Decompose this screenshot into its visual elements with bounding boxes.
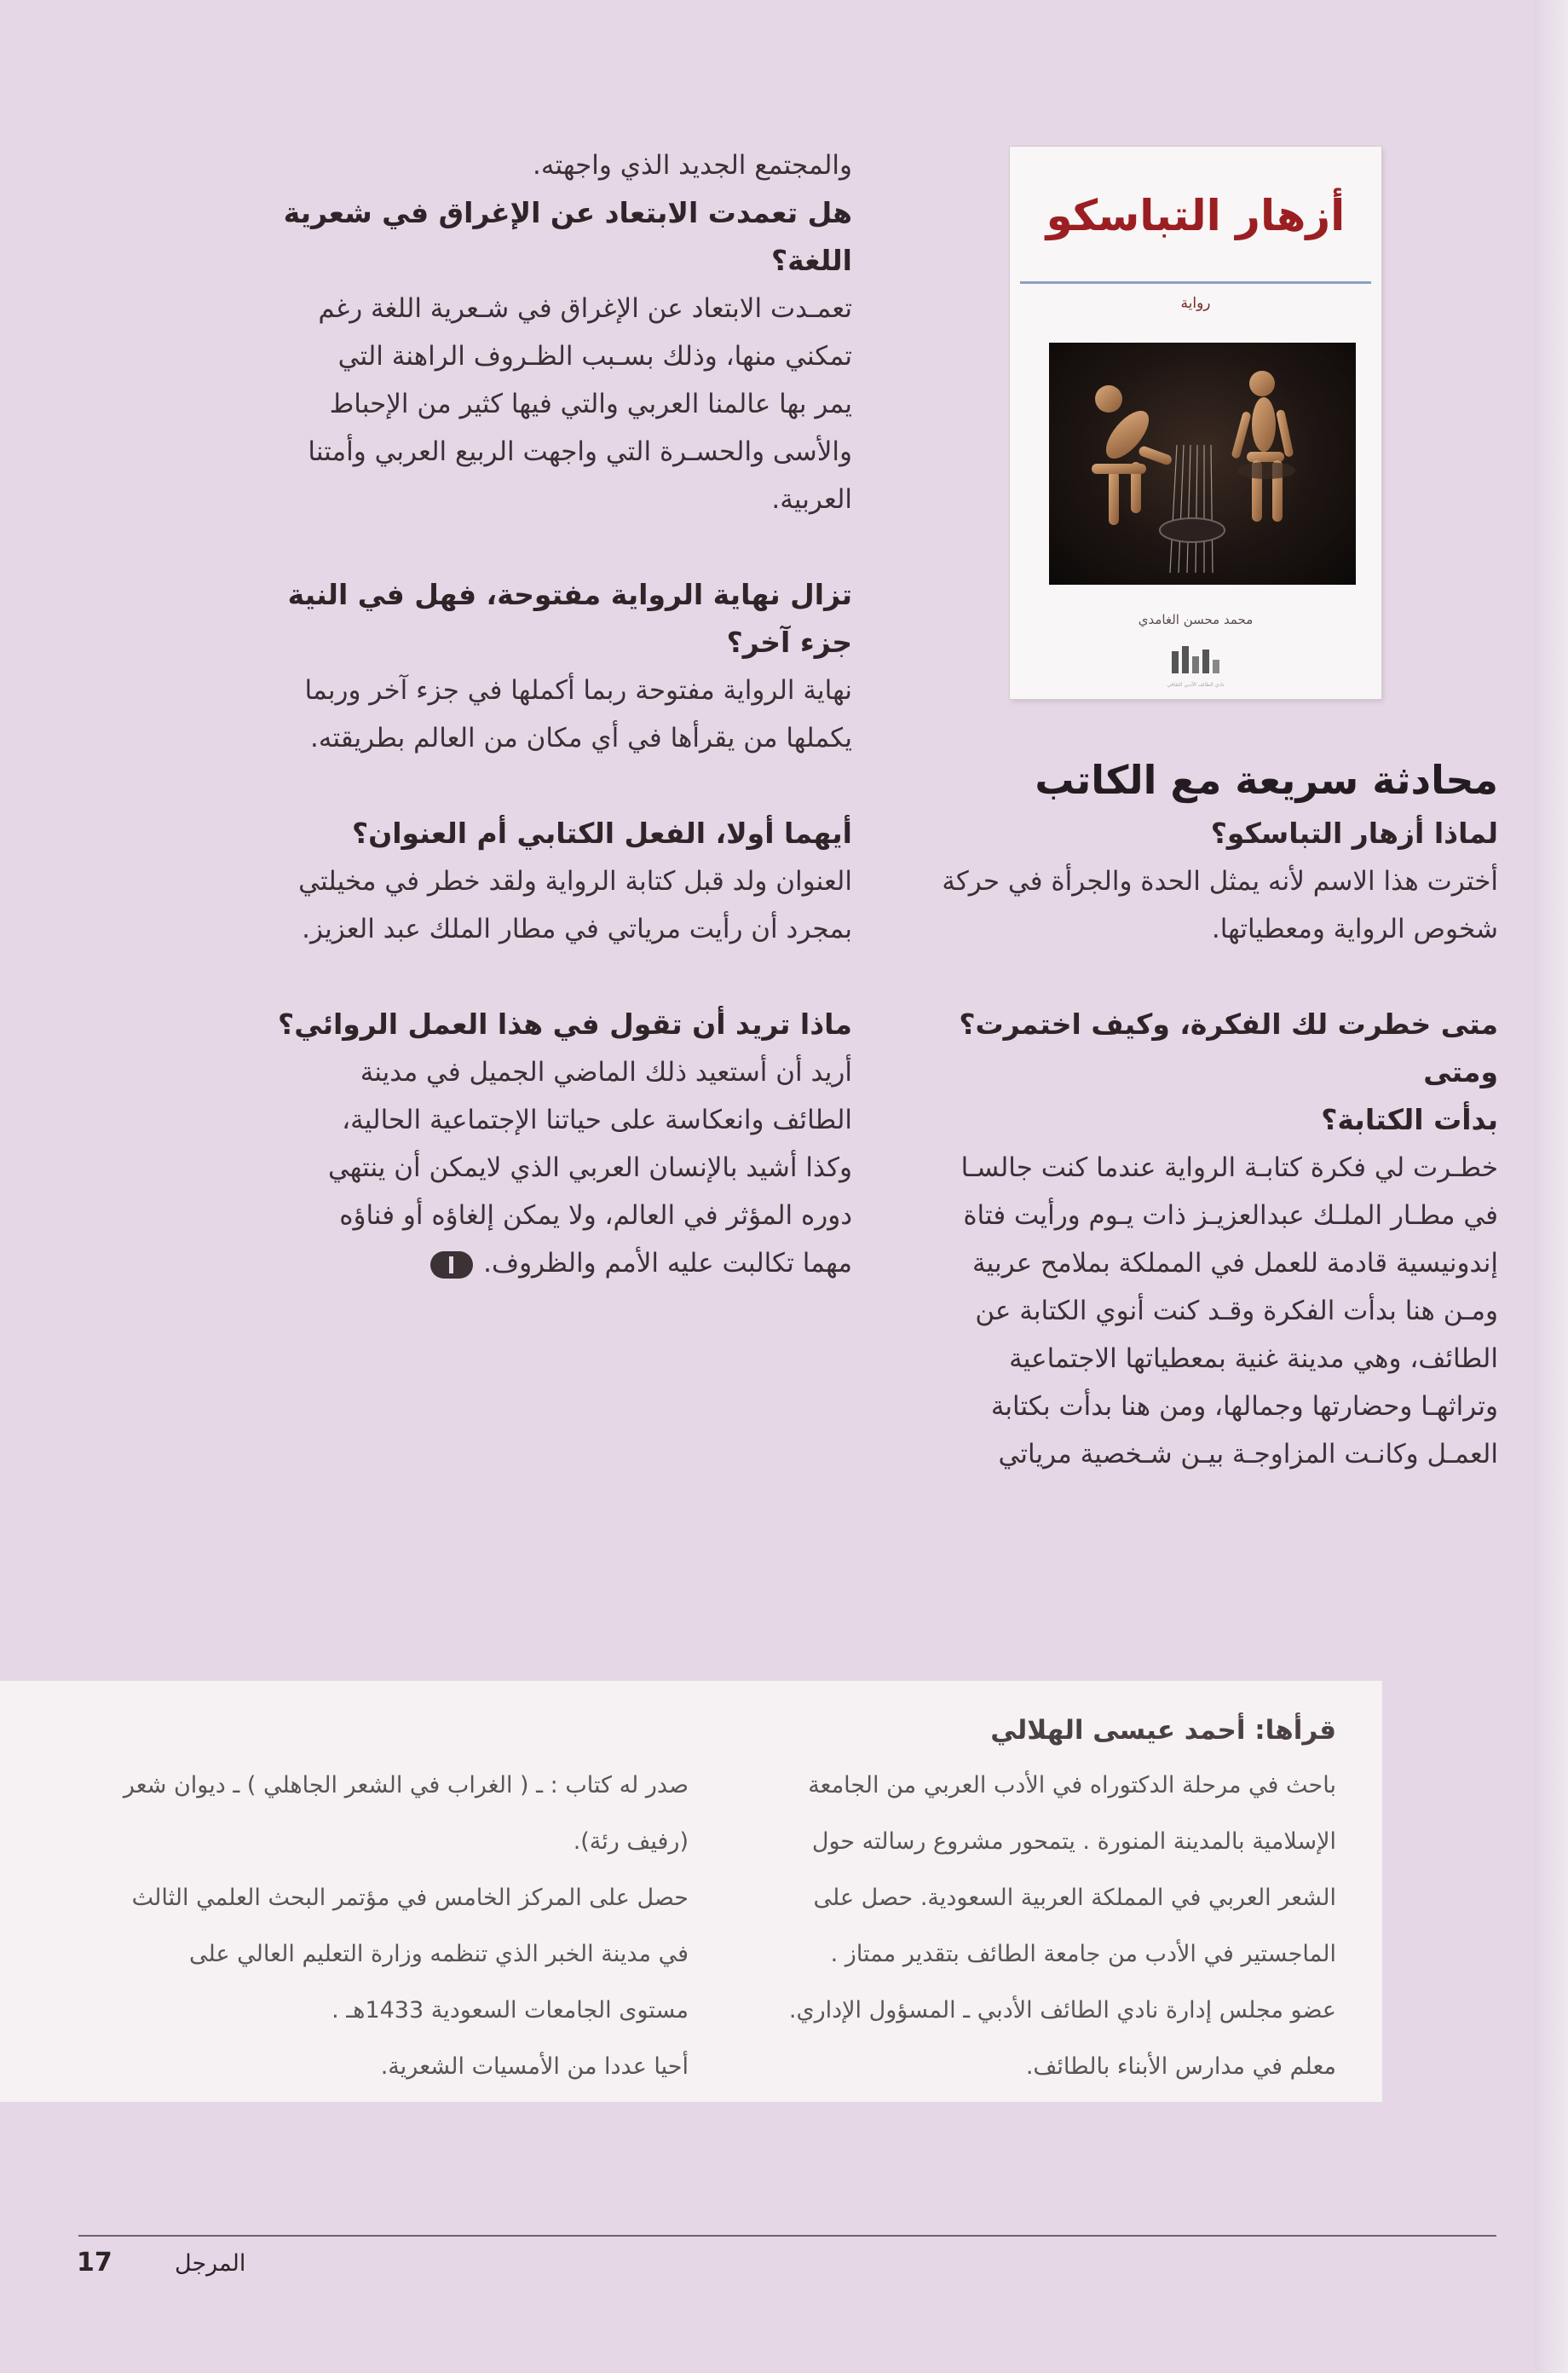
question-line: [886, 1096, 1498, 1144]
text-line: ماذا تريد أن تقول في هذا العمل الروائي؟: [278, 1008, 852, 1041]
wooden-mannequins-illustration: [1049, 343, 1356, 585]
text-line: أخترت هذا الاسم لأنه يمثل الحدة والجرأة في حركة: [942, 866, 1498, 897]
paragraph-gap: [239, 762, 852, 810]
answer-line: [886, 1335, 1498, 1383]
bio-line: الشعر العربي في المملكة العربية السعودية. حصل على: [813, 1885, 1336, 1911]
right-column-body: [886, 810, 1498, 1478]
magazine-name: المرجل: [175, 2250, 246, 2277]
paragraph-gap: [239, 523, 852, 571]
text-line: مهما تكالبت عليه الأمم والظروف.: [483, 1248, 852, 1279]
question-line: [239, 1001, 852, 1048]
answer-line: [239, 332, 852, 380]
book-cover-title: أزهار التباسكو: [1046, 191, 1346, 240]
reviewer-bio-left: [89, 1758, 689, 2095]
answer-line: [239, 141, 852, 189]
bio-line: (رفيف رئة).: [573, 1828, 689, 1855]
question-line: [239, 571, 852, 667]
answer-line: [239, 285, 852, 332]
text-line: والمجتمع الجديد الذي واجهته.: [533, 150, 852, 181]
text-line: العمـل وكانـت المزاوجـة بيـن شـخصية مرياتي: [998, 1439, 1498, 1469]
question-line: [886, 1001, 1498, 1096]
text-line: أريد أن أستعيد ذلك الماضي الجميل في مدينة: [360, 1057, 852, 1088]
text-line: الطائف، وهي مدينة غنية بمعطياتها الاجتماعية: [1009, 1343, 1498, 1374]
answer-line: [239, 476, 852, 523]
question-line: [886, 810, 1498, 857]
answer-line: [239, 667, 852, 714]
reviewer-title: قرأها: أحمد عيسى الهلالي: [990, 1715, 1336, 1746]
answer-line: [239, 1096, 852, 1144]
question-line: [239, 810, 852, 857]
page-edge: [1534, 0, 1568, 2373]
section-title: محادثة سريعة مع الكاتب: [1035, 757, 1498, 803]
reviewer-bio-right-lines: [747, 1758, 1336, 2095]
text-line: وكذا أشيد بالإنسان العربي الذي لايمكن أن ينتهي: [327, 1152, 852, 1183]
text-line: العربية.: [771, 484, 852, 515]
bio-line: أحيا عددا من الأمسيات الشعرية.: [380, 2053, 689, 2080]
answer-line: [239, 1048, 852, 1096]
answer-line: [239, 380, 852, 428]
text-line: العنوان ولد قبل كتابة الرواية ولقد خطر في مخيلتي: [298, 866, 852, 897]
answer-line: [239, 1239, 852, 1287]
text-line: هل تعمدت الابتعاد عن الإغراق في شعرية اللغة؟: [283, 196, 852, 277]
book-cover-rule: [1020, 281, 1371, 284]
book-cover-author: محمد محسن الغامدي: [1138, 612, 1254, 627]
answer-line: [239, 1192, 852, 1239]
answer-line: [239, 905, 852, 953]
text-line: يكملها من يقرأها في أي مكان من العالم بطريقته.: [309, 723, 852, 753]
text-line: تمكني منها، وذلك بسـبب الظـروف الراهنة التي: [337, 341, 852, 372]
bio-line: عضو مجلس إدارة نادي الطائف الأدبي ـ المسؤول الإداري.: [788, 1997, 1336, 2024]
text-line: بدأت الكتابة؟: [1321, 1103, 1498, 1136]
text-line: ومـن هنا بدأت الفكرة وقـد كنت أنوي الكتابة عن: [975, 1296, 1498, 1326]
text-line: إندونيسية قادمة للعمل في المملكة بملامح عربية: [971, 1248, 1498, 1279]
reviewer-box: [0, 1681, 1382, 2102]
reviewer-bio-right: [747, 1703, 1336, 2095]
text-line: متى خطرت لك الفكرة، وكيف اختمرت؟ ومتى: [959, 1008, 1498, 1088]
paragraph-gap: [239, 953, 852, 1001]
answer-line: [886, 905, 1498, 953]
bio-line: مستوى الجامعات السعودية 1433هـ .: [331, 1997, 689, 2024]
question-line: [239, 189, 852, 285]
text-line: والأسى والحسـرة التي واجهت الربيع العربي وأمتنا: [308, 436, 852, 467]
answer-line: [886, 1383, 1498, 1430]
text-line: الطائف وانعكاسة على حياتنا الإجتماعية الحالية،: [342, 1105, 852, 1135]
answer-line: [239, 714, 852, 762]
text-line: تعمـدت الابتعاد عن الإغراق في شـعرية اللغة رغم: [318, 293, 852, 324]
text-line: وتراثهـا وحضارتها وجمالها، ومن هنا بدأت بكتابة: [990, 1391, 1498, 1422]
book-cover: [1010, 147, 1381, 699]
book-cover-publisher: نادي الطائف الأدبي الثقافي: [1167, 682, 1225, 688]
text-line: شخوص الرواية ومعطياتها.: [1211, 914, 1498, 944]
answer-line: [886, 1192, 1498, 1239]
bio-line: الإسلامية بالمدينة المنورة . يتمحور مشروع رسالته حول: [811, 1828, 1336, 1855]
answer-line: [886, 1430, 1498, 1478]
text-line: نهاية الرواية مفتوحة ربما أكملها في جزء آخر وربما: [304, 675, 852, 706]
footer-rule: [78, 2235, 1496, 2237]
text-line: يمر بها عالمنا العربي والتي فيها كثير من الإحباط: [329, 389, 852, 419]
text-line: تزال نهاية الرواية مفتوحة، فهل في النية جزء آخر؟: [287, 578, 852, 659]
bio-line: في مدينة الخبر الذي تنظمه وزارة التعليم العالي على: [189, 1941, 689, 1967]
text-line: دوره المؤثر في العالم، ولا يمكن إلغاؤه أو فناؤه: [339, 1200, 852, 1231]
bio-line: معلم في مدارس الأبناء بالطائف.: [1025, 2053, 1336, 2080]
bio-line: صدر له كتاب : ـ ( الغراب في الشعر الجاهلي ) ـ ديوان شعر: [123, 1772, 689, 1799]
answer-line: [239, 857, 852, 905]
text-line: أيهما أولا، الفعل الكتابي أم العنوان؟: [351, 817, 852, 850]
answer-line: [886, 1144, 1498, 1192]
book-cover-genre: رواية: [1180, 295, 1211, 312]
answer-line: [886, 1287, 1498, 1335]
answer-line: [886, 1239, 1498, 1287]
publisher-logo-icon: [1170, 644, 1221, 677]
text-line: في مطـار الملـك عبدالعزيـز ذات يـوم ورأيت فتاة: [963, 1200, 1498, 1231]
bio-line: حصل على المركز الخامس في مؤتمر البحث العلمي الثالث: [131, 1885, 689, 1911]
answer-line: [239, 428, 852, 476]
answer-line: [239, 1144, 852, 1192]
paragraph-gap: [886, 953, 1498, 1001]
bio-line: الماجستير في الأدب من جامعة الطائف بتقدير ممتاز .: [830, 1941, 1336, 1967]
reviewer-bio-left-lines: [89, 1758, 689, 2095]
page-number: 17: [77, 2248, 112, 2278]
left-article-column: [239, 141, 852, 1287]
text-line: لماذا أزهار التباسكو؟: [1210, 817, 1498, 850]
answer-line: [886, 857, 1498, 905]
text-line: بمجرد أن رأيت مرياتي في مطار الملك عبد العزيز.: [302, 914, 852, 944]
text-line: خطـرت لي فكرة كتابـة الرواية عندما كنت جالسـا: [960, 1152, 1498, 1183]
bio-line: باحث في مرحلة الدكتوراه في الأدب العربي من الجامعة: [808, 1772, 1336, 1799]
right-article-column: [886, 750, 1498, 1478]
book-cover-photo: [1049, 343, 1356, 585]
article-end-icon: [430, 1251, 473, 1279]
